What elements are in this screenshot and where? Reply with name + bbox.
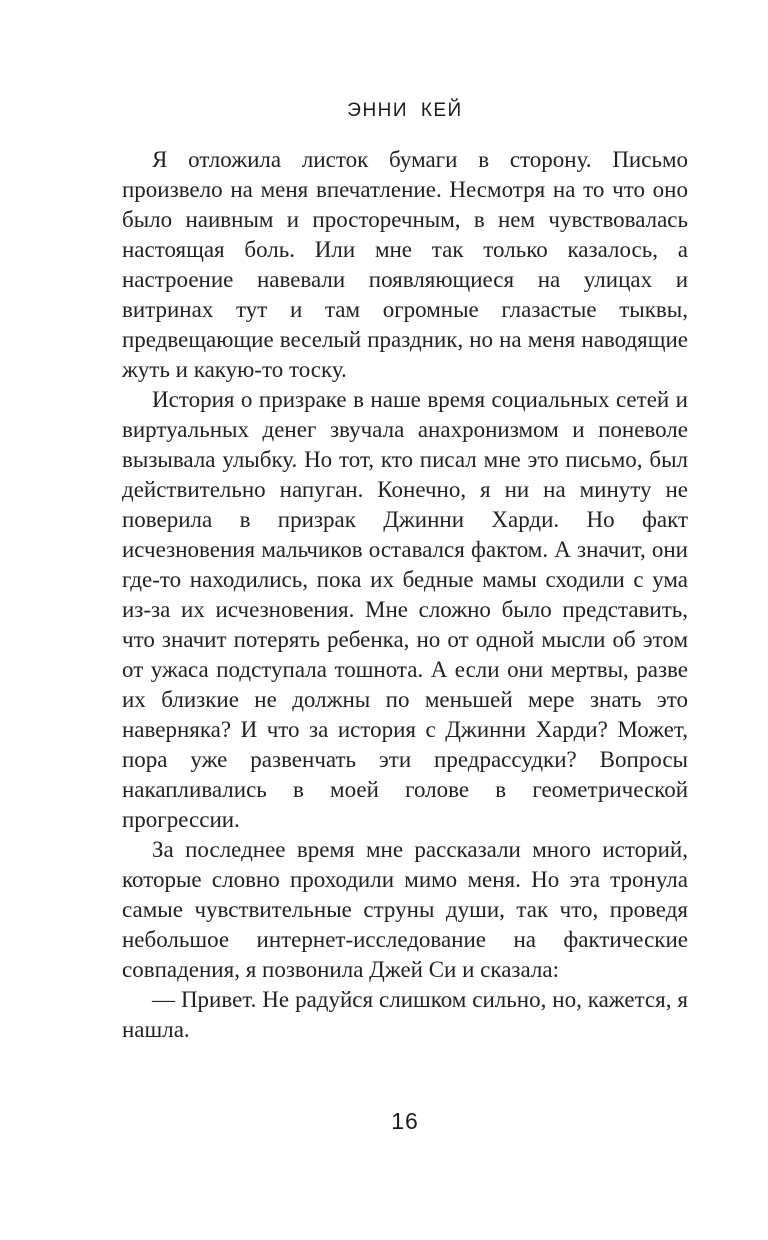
page-number: 16	[391, 1108, 419, 1134]
body-text	[122, 145, 688, 1045]
paragraph: Я отложила листок бумаги в сторону. Письмо произвело на меня впечатление. Несмотря на то что оно было наивным и просторечным, в нем чувствовалась настоящая боль. Или мне так только казалось, а настроение навевали появляющиеся на улицах и витринах тут и там огромные глазастые тыквы, предвещающие веселый праздник, но на меня наводящие жуть и какую-то тоску.	[122, 147, 688, 382]
paragraph: История о призраке в наше время социальных сетей и виртуальных денег звучала анахронизмом и поневоле вызывала улыбку. Но тот, кто писал мне это письмо, был действительно напуган. Конечно, я ни на минуту не поверила в призрак Джинни Харди. Но факт исчезновения мальчиков оставался фактом. А значит, они где-то находились, пока их бедные мамы сходили с ума из-за их исчезновения. Мне сложно было представить, что значит потерять ребенка, но от одной мысли об этом от ужаса подступала тошнота. А если они мертвы, разве их близкие не должны по меньшей мере знать это наверняка? И что за история с Джинни Харди? Может, пора уже развенчать эти предрассудки? Вопросы накапливались в моей голове в геометрической прогрессии.	[122, 387, 688, 832]
running-header: ЭННИ КЕЙ	[347, 100, 463, 121]
paragraph-dialogue: — Привет. Не радуйся слишком сильно, но, кажется, я нашла.	[122, 987, 688, 1042]
paragraph: За последнее время мне рассказали много историй, которые словно проходили мимо меня. Но эта тронула самые чувствительные струны души, так что, проведя небольшое интернет-исследование на фактические совпадения, я позвонила Джей Си и сказала:	[122, 837, 688, 982]
